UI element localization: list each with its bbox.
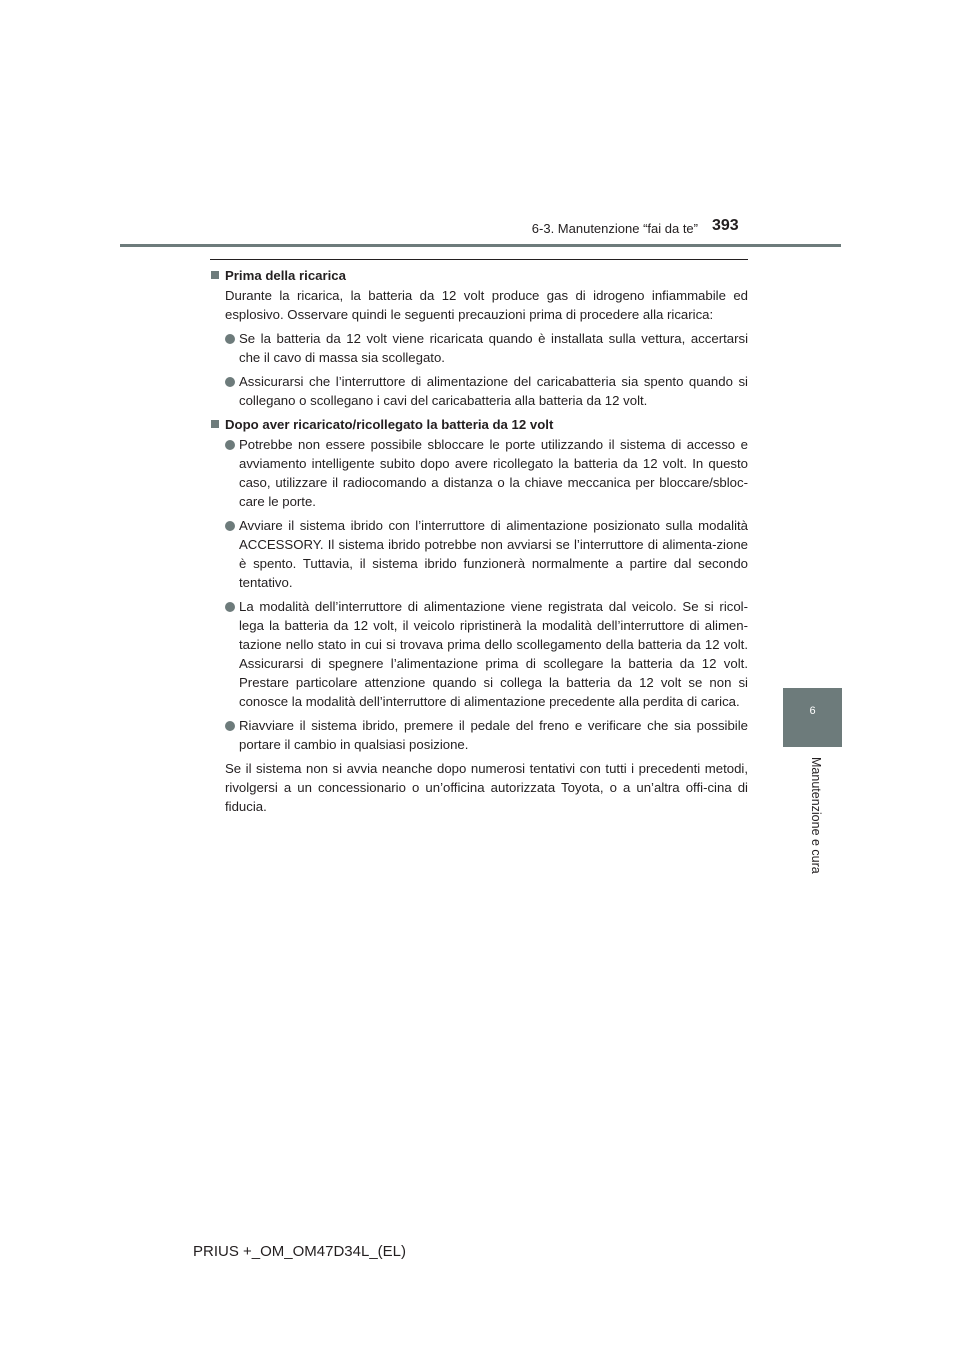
list-item-text: Riavviare il sistema ibrido, premere il pedale del freno e verificare che sia possibile portare il cambio in qualsiasi posizione. (239, 718, 748, 752)
list-item-text: Avviare il sistema ibrido con l’interruttore di alimentazione posizionato sulla modalità ACCESSORY. Il sistema ibrido potrebbe non avviarsi se l’interruttore di alimenta-zione è spento. Tuttavia, il sistema ibrido funzionerà normalmente a partire dal secondo tentativo. (239, 518, 748, 590)
chapter-number: 6 (809, 705, 816, 717)
circle-bullet-icon (225, 440, 235, 450)
heading-text: Prima della ricarica (225, 268, 346, 283)
square-bullet-icon (211, 420, 219, 428)
chapter-tab (783, 688, 842, 747)
list-item-text: Se la batteria da 12 volt viene ricaricata quando è installata sulla vettura, accertarsi che il cavo di massa sia scollegato. (239, 331, 748, 365)
list-item (225, 597, 748, 711)
page-number: 393 (712, 217, 739, 234)
list-item (225, 516, 748, 592)
list-item-text: Assicurarsi che l’interruttore di alimentazione del caricabatteria sia spento quando si collegano o scollegano i cavi del caricabatteria alla batteria da 12 volt. (239, 374, 748, 408)
document-code: PRIUS +_OM_OM47D34L_(EL) (193, 1243, 407, 1260)
section-heading (210, 266, 748, 285)
content-top-rule (210, 259, 748, 260)
list-item (225, 329, 748, 367)
circle-bullet-icon (225, 377, 235, 387)
list-item (225, 716, 748, 754)
section-title: 6-3. Manutenzione “fai da te” (531, 221, 698, 236)
square-bullet-icon (211, 271, 219, 279)
closing-paragraph: Se il sistema non si avvia neanche dopo numerosi tentativi con tutti i precedenti metodi, rivolgersi a un concessionario o un’officina autorizzata Toyota, o a un’altra offi-cina di fiducia. (225, 761, 748, 814)
circle-bullet-icon (225, 334, 235, 344)
page-content (210, 266, 748, 816)
list-item (225, 435, 748, 511)
section-paragraph: Durante la ricarica, la batteria da 12 volt produce gas di idrogeno infiammabile ed esplosivo. Osservare quindi le seguenti precauzioni prima di procedere alla ricarica: (225, 288, 748, 322)
list-item-text: Potrebbe non essere possibile sbloccare le porte utilizzando il sistema di accesso e avviamento intelligente subito dopo avere ricollegato la batteria da 12 volt. In questo caso, utilizzare il radiocomando a distanza o la chiave meccanica per bloccare/sbloc-care le porte. (239, 437, 748, 509)
section-heading (210, 415, 748, 434)
list-item-text: La modalità dell’interruttore di alimentazione viene registrata dal veicolo. Se si ricol-lega la batteria da 12 volt, il veicolo ripristinerà la modalità dell’interruttore di alimen-tazione nello stato in cui si trovava prima dello scollegamento della batteria da 12 volt. Assicurarsi di spegnere l’alimentazione prima di scollegare la batteria da 12 volt. Prestare particolare attenzione quando si collega la batteria da 12 volt se non si conosce la modalità dell’interruttore di alimentazione precedente alla perdita di carica. (239, 599, 748, 709)
circle-bullet-icon (225, 521, 235, 531)
circle-bullet-icon (225, 602, 235, 612)
heading-text: Dopo aver ricaricato/ricollegato la batteria da 12 volt (225, 417, 554, 432)
header-rule (120, 244, 841, 247)
chapter-label: Manutenzione e cura (809, 757, 823, 874)
circle-bullet-icon (225, 721, 235, 731)
list-item (225, 372, 748, 410)
